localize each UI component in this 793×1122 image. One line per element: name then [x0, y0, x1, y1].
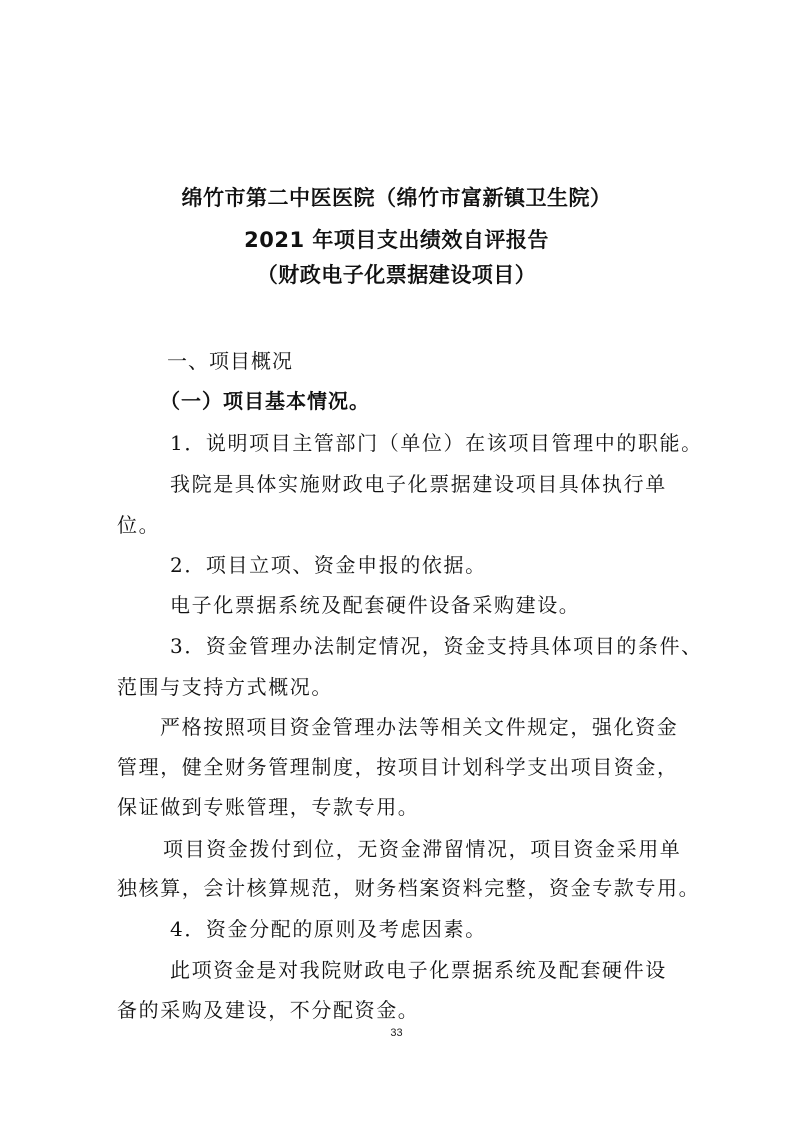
report-title-line-2: 2021 年项目支出绩效自评报告 [244, 228, 549, 252]
item-2-body-line-1: 电子化票据系统及配套硬件设备采购建设。 [170, 593, 581, 617]
item-3-body1-line-3: 保证做到专账管理，专款专用。 [117, 795, 420, 819]
item-1-body-line-2: 位。 [117, 513, 161, 537]
item-3-body1-line-1: 严格按照项目资金管理办法等相关文件规定，强化资金 [160, 715, 679, 739]
subsection-heading: （一）项目基本情况。 [160, 389, 370, 413]
report-title-line-3: （财政电子化票据建设项目） [256, 263, 537, 287]
item-4-title: 4．资金分配的原则及考虑因素。 [170, 917, 487, 941]
item-3-title-line-1: 3．资金管理办法制定情况，资金支持具体项目的条件、 [170, 634, 703, 658]
item-3-body1-line-2: 管理，健全财务管理制度，按项目计划科学支出项目资金， [117, 755, 679, 779]
page-number: 33 [390, 1027, 403, 1039]
section-heading: 一、项目概况 [167, 349, 293, 373]
report-title-line-1: 绵竹市第二中医医院（绵竹市富新镇卫生院） [181, 186, 612, 210]
item-4-body-line-2: 备的采购及建设，不分配资金。 [117, 998, 420, 1022]
item-1-body-line-1: 我院是具体实施财政电子化票据建设项目具体执行单 [170, 472, 667, 496]
item-4-body-line-1: 此项资金是对我院财政电子化票据系统及配套硬件设 [170, 958, 667, 982]
item-2-title: 2．项目立项、资金申报的依据。 [170, 553, 487, 577]
item-3-body2-line-1: 项目资金拨付到位，无资金滞留情况，项目资金采用单 [163, 837, 682, 861]
item-1-title: 1．说明项目主管部门（单位）在该项目管理中的职能。 [170, 431, 703, 455]
item-3-body2-line-2: 独核算，会计核算规范，财务档案资料完整，资金专款专用。 [117, 876, 701, 900]
item-3-title-line-2: 范围与支持方式概况。 [117, 675, 333, 699]
